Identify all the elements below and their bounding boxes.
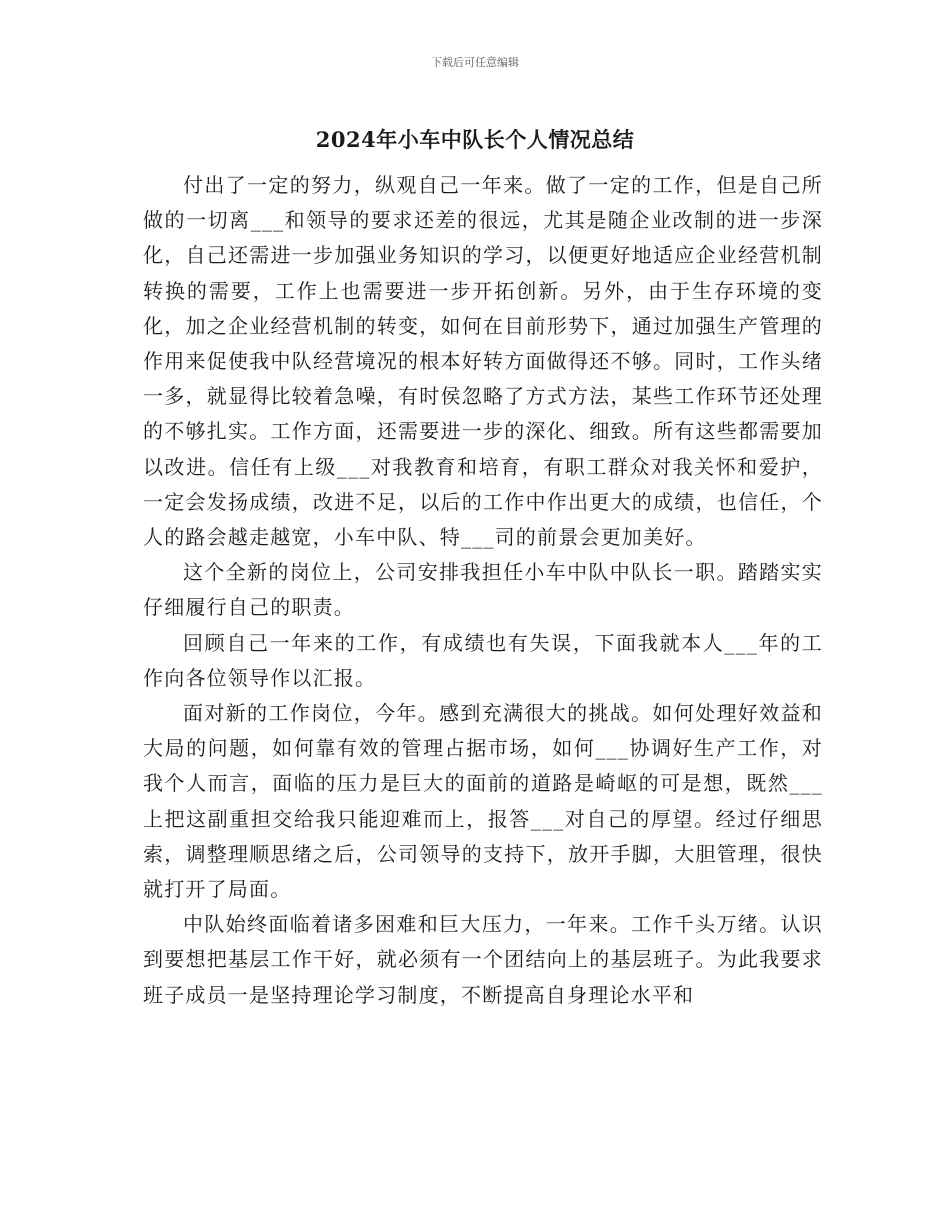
paragraph: 付出了一定的努力，纵观自己一年来。做了一定的工作，但是自己所做的一切离___和领导的要求还差的很远，尤其是随企业改制的进一步深化，自己还需进一步加强业务知识的学习，以便更好地适应企业经营机制转换的需要，工作上也需要进一步开拓创新。另外，由于生存环境的变化，加之企业经营机制的转变，如何在目前形势下，通过加强生产管理的作用来促使我中队经营境况的根本好转方面做得还不够。同时，工作头绪一多，就显得比较着急噪，有时侯忽略了方式方法，某些工作环节还处理的不够扎实。工作方面，还需要进一步的深化、细致。所有这些都需要加以改进。信任有上级___对我教育和培育，有职工群众对我关怀和爱护，一定会发扬成绩，改进不足，以后的工作中作出更大的成绩，也信任，个人的路会越走越宽，小车中队、特___司的前景会更加美好。 <box>143 173 823 550</box>
document-title: 2024年小车中队长个人情况总结 <box>315 127 635 152</box>
paragraph: 这个全新的岗位上，公司安排我担任小车中队中队长一职。踏踏实实仔细履行自己的职责。 <box>143 560 823 620</box>
header-note: 下载后可任意编辑 <box>431 56 519 69</box>
paragraph: 中队始终面临着诸多困难和巨大压力，一年来。工作千头万绪。认识到要想把基层工作干好，就必须有一个团结向上的基层班子。为此我要求班子成员一是坚持理论学习制度，不断提高自身理论水平和 <box>143 912 823 1007</box>
paragraph: 面对新的工作岗位，今年。感到充满很大的挑战。如何处理好效益和大局的问题，如何靠有效的管理占据市场，如何___协调好生产工作，对我个人而言，面临的压力是巨大的面前的道路是崎岖的可是想，既然___上把这副重担交给我只能迎难而上，报答___对自己的厚望。经过仔细思索，调整理顺思绪之后，公司领导的支持下，放开手脚，大胆管理，很快就打开了局面。 <box>143 701 823 902</box>
document-body <box>143 168 823 1013</box>
paragraph: 回顾自己一年来的工作，有成绩也有失误，下面我就本人___年的工作向各位领导作以汇报。 <box>143 630 823 690</box>
